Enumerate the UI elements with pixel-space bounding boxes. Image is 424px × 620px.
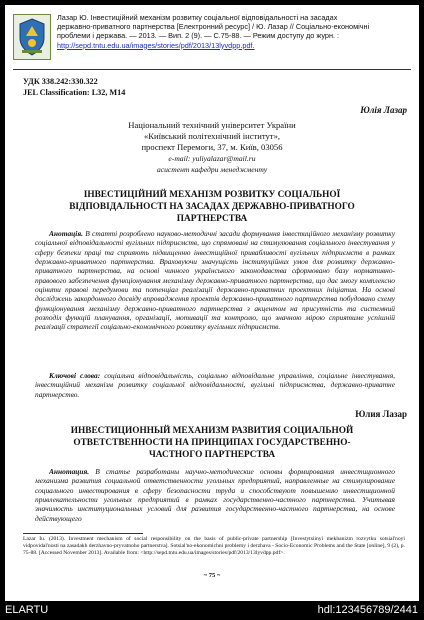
abstract-ua-text: В статті розроблено науково-методичні засади формування інвестиційного механізму розвитку соціальної відповідальності вугільних підприємств, що спрямовані на стимулювання соціального інвестування у сферу безпеки праці та сприяють підвищенню інвестиційної привабливості вугільних підприємств в рамках державно-приватного партнерства. Враховуючи значущість інституційних умов для розвитку державно-приватного партнерства, на основі чинного українського законодавства сформовано базу нормативно-правового забезпечення функціонування механізму державно-приватного партнерства, що дає змогу комплексно оцінити правові передумови та потенціал реалізації державно-приватних проектних ініціатив. На основі досліджень закордонного досвіду впровадження проектів державно-приватного партнерства побудовано схему функціонування механізму державно-приватного партнерства з акцентом на присутність та системний розподіл функцій планування, організації, мотивації та контролю, що значною мірою сприятиме успішній реалізації стратегії соціально-економічного розвитку вугільних підприємств. (35, 229, 395, 332)
affiliation-line-2: «Київський політехнічний інститут», (143, 131, 281, 141)
abstract-ua (35, 229, 395, 332)
title-ua-line-2: ВІДПОВІДАЛЬНОСТІ НА ЗАСАДАХ ДЕРЖАВНО-ПРИВАТНОГО (69, 202, 355, 212)
footnote-citation: Lazar Iu. (2013). Investment mechanism of social responsibility on the basis of public-private partnership [Investytsiinyi mekhanizm rozvytku sotsial'noyi vidpovidal'nosti na zasadakh derzhavno-pryvatnoho partnerstva]. Sotsial'no-ekonomichni problemy i derzhava - Socio-Economic Problems and the State [online], 9 (2), p. 75-88. [Accessed November 2013]. Available from: <http://sepd.tntu.edu.ua/images/stories/pdf/2013/13lyvdpp.pdf>. (23, 536, 405, 557)
udc-code: УДК 338.242:330.322 (23, 77, 98, 86)
citation-text (57, 13, 409, 50)
keywords-ua (35, 371, 395, 399)
citation-line-3: проблеми і держава. — 2013. — Вип. 2 (9). — С.75-88. — Режим доступу до журн. : (57, 31, 340, 41)
citation-line-1: Лазар Ю. Інвестиційний механізм розвитку соціальної відповідальності на засадах (57, 13, 338, 22)
document-page (5, 5, 419, 601)
repository-name: ELARTU (5, 604, 49, 616)
journal-emblem-icon (13, 14, 51, 60)
citation-line-2: державно-приватного партнерства [Електронний ресурс] / Ю. Лазар // Соціально-економічні (57, 22, 370, 32)
citation-url-link[interactable]: http://sepd.tntu.edu.ua/images/stories/pdf/2013/13lyvdpp.pdf. (57, 40, 255, 50)
citation-header (13, 11, 413, 67)
title-ua-line-3: ПАРТНЕРСТВА (176, 214, 248, 224)
author-name-ua: Юлія Лазар (360, 105, 407, 115)
page-number: ~ 75 ~ (203, 572, 221, 579)
title-ru-line-2: ОТВЕТСТВЕННОСТИ НА ПРИНЦИПАХ ГОСУДАРСТВЕННО- (73, 438, 351, 448)
affiliation-line-1: Національний технічний університет України (128, 120, 296, 130)
abstract-ru (35, 467, 395, 530)
title-ru-line-1: ИНВЕСТИЦИОННЫЙ МЕХАНИЗМ РАЗВИТИЯ СОЦИАЛЬНОЙ (70, 426, 354, 436)
jel-classification: JEL Classification: L32, M14 (23, 88, 126, 97)
header-divider (13, 69, 411, 70)
footnote-divider (23, 533, 143, 534)
abstract-ru-text: В статье разработаны научно-методические основы формирования инвестиционного механизма развития социальной ответственности угольных предприятий, направленные на стимулирование социального инвестирования в сферу безопасности труда и способствуют повышению инвестиционной привлекательности угольных предприятий в рамках государственно-частного партнерства. Учитывая значимость институциональных условий для развития государственно-частного партнерства, на основе действующего (35, 467, 395, 523)
affiliation-line-3: проспект Перемоги, 37, м. Київ, 03056 (141, 142, 283, 152)
repository-bar (0, 601, 424, 620)
title-ru-line-3: ЧАСТНОГО ПАРТНЕРСТВА (148, 450, 276, 460)
title-ua-line-1: ІНВЕСТИЦІЙНИЙ МЕХАНІЗМ РОЗВИТКУ СОЦІАЛЬНОЇ (83, 190, 341, 200)
abstract-ru-lead: Аннотация. (49, 467, 90, 476)
article-title-ru (5, 425, 419, 461)
keywords-ua-lead: Ключові слова: (49, 371, 101, 380)
author-email: e-mail: yuliyalazar@mail.ru (168, 154, 256, 163)
author-name-ru: Юлия Лазар (355, 409, 407, 419)
abstract-ua-lead: Анотація. (49, 229, 83, 238)
author-position: асистент кафедри менеджменту (156, 165, 268, 174)
handle-identifier: hdl:123456789/2441 (317, 604, 418, 616)
keywords-ua-text: соціальна відповідальність, соціально відповідальне управління, соціальне інвестування, інвестиційний механізм розвитку соціальної відповідальності, вугільні підприємства, державно-приватне партнерство. (35, 371, 395, 399)
affiliation-block (5, 120, 419, 175)
article-title-ua (5, 189, 419, 225)
